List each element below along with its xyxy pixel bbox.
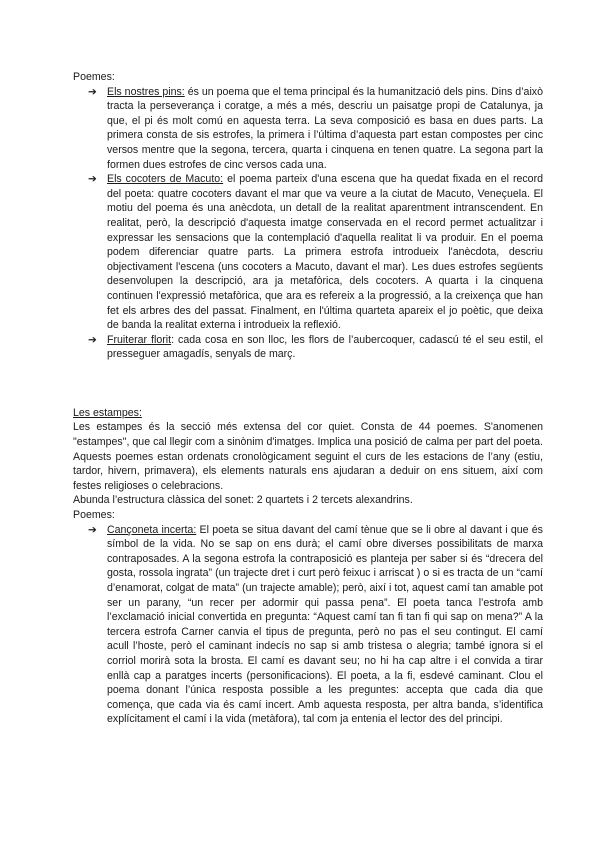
arrow-right-icon: ➔ [88,333,97,346]
item-text: el poema parteix d'una escena que ha quedat fixada en el record del poeta: quatre cocoters davant el mar que va veure a la ciutat de Macuto, Veneçuela. El motiu del poema és una anècdota, un detall de la realitat aparentment intranscendent. En realitat, però, la descripció d'aquesta imatge conservada en el record permet actualitzar i expressar les sensacions que la contemplació d'aquella realitat li va produir. En el poema podem diferenciar quatre parts. La primera estrofa introdueix l'anècdota, descriu objectivament l'escena (uns cocoters a Macuto, davant el mar). Les dues estrofes següents desenvolupen la descripció, ara ja metafòrica, dels cocoters. A quarta i la cinquena continuen l'expressió metafòrica, que ara es refereix a la progressió, a la creixença que han fet els arbres des del passat. Finalment, en l'última quarteta apareix el jo poètic, que deixa de banda la realitat externa i introdueix la reflexió. [107,173,543,332]
item-text: és un poema que el tema principal és la humanització dels pins. Dins d’això tracta la perseverança i coratge, a més a més, descriu un paisatge propi de Catalunya, ja que, el pi és molt comú en aquesta terra. La seva composició es basa en dues parts. La primera consta de sis estrofes, la primera i l’última d’aquesta part estan compostes per cinc versos mentre que la segona, tercera, quarta i cinquena en tenen quatre. La segona part la formen dues estrofes de cinc versos cada una. [107,85,543,171]
paragraph: Les estampes és la secció més extensa del cor quiet. Consta de 44 poemes. S'anomenen "estampes", que cal llegir com a sinònim d'imatges. Implica una posició de calma per part del poeta. Aquests poemes estan ordenats cronològicament seguint el curs de les estacions de l’any (estiu, tardor, hivern, primavera), els elements naturals ens ajudaran a deduir on ens situem, així com festes religioses o celebracions. [73,421,543,492]
arrow-right-icon: ➔ [88,85,97,98]
list-item [73,85,543,173]
section-label-estampes: Les estampes: [73,406,142,419]
arrow-right-icon: ➔ [88,173,97,186]
item-title: Fruiterar florit [107,333,172,346]
item-title: Els cocoters de Macuto: [107,173,224,186]
item-text: El poeta se situa davant del camí tènue que se li obre al davant i que és símbol de la vida. No se sap on ens durà; el camí obre diverses possibilitats de marxa contraposades. A la segona estrofa la contraposició es planteja per saber si és “drecera del gosta, rossola ingrata” (un trajecte dret i curt però feixuc i arriscat ) o si es tracta de un “camí d’enamorat, colgat de mata” (un trajecte amable); però, així i tot, aquest camí tan amable pot ser un parany, “un recer per adormir qui passa pena”. El poeta tanca l’estrofa amb l’exclamació inicial convertida en pregunta: “Aquest camí tan fi tan fi qui sap on mena?” A la tercera estrofa Carner canvia el tipus de pregunta, però no pas el seu contingut. El camí acull l’hoste, però el caminant indecís no sap si amb tristesa o alegria; també ignora si el corriol morirà sota la brosta. El camí es davant seu; no hi ha cap altre i el convida a tirar enllà cap a paratges incerts (personificacions). El poeta, a la fi, esdevé caminant. Clou el poema donant l’única resposta possible a les preguntes: accepta que cada dia que comença, que cada via és camí incert. Amb aquesta resposta, per altra banda, s’identifica explícitament el camí i la vida (metàfora), tal com ja entenia el lector des del principi. [107,523,543,726]
document-page [73,70,543,727]
list-item [73,172,543,333]
arrow-right-icon: ➔ [88,523,97,536]
paragraph: Abunda l’estructura clàssica del sonet: 2 quartets i 2 tercets alexandrins. [73,494,413,507]
item-text: : cada cosa en son lloc, les flors de l’aubercoquer, cadascú té el seu estil, el presseguer amagadís, senyals de març. [107,333,544,361]
item-title: Cançoneta incerta: [107,523,197,536]
list-item [73,333,543,362]
spacer [73,362,543,406]
section-label-poemes: Poemes: [73,71,115,83]
item-title: Els nostres pins: [107,85,185,98]
section-label-poemes-2: Poemes: [73,509,115,522]
list-item [73,523,543,727]
